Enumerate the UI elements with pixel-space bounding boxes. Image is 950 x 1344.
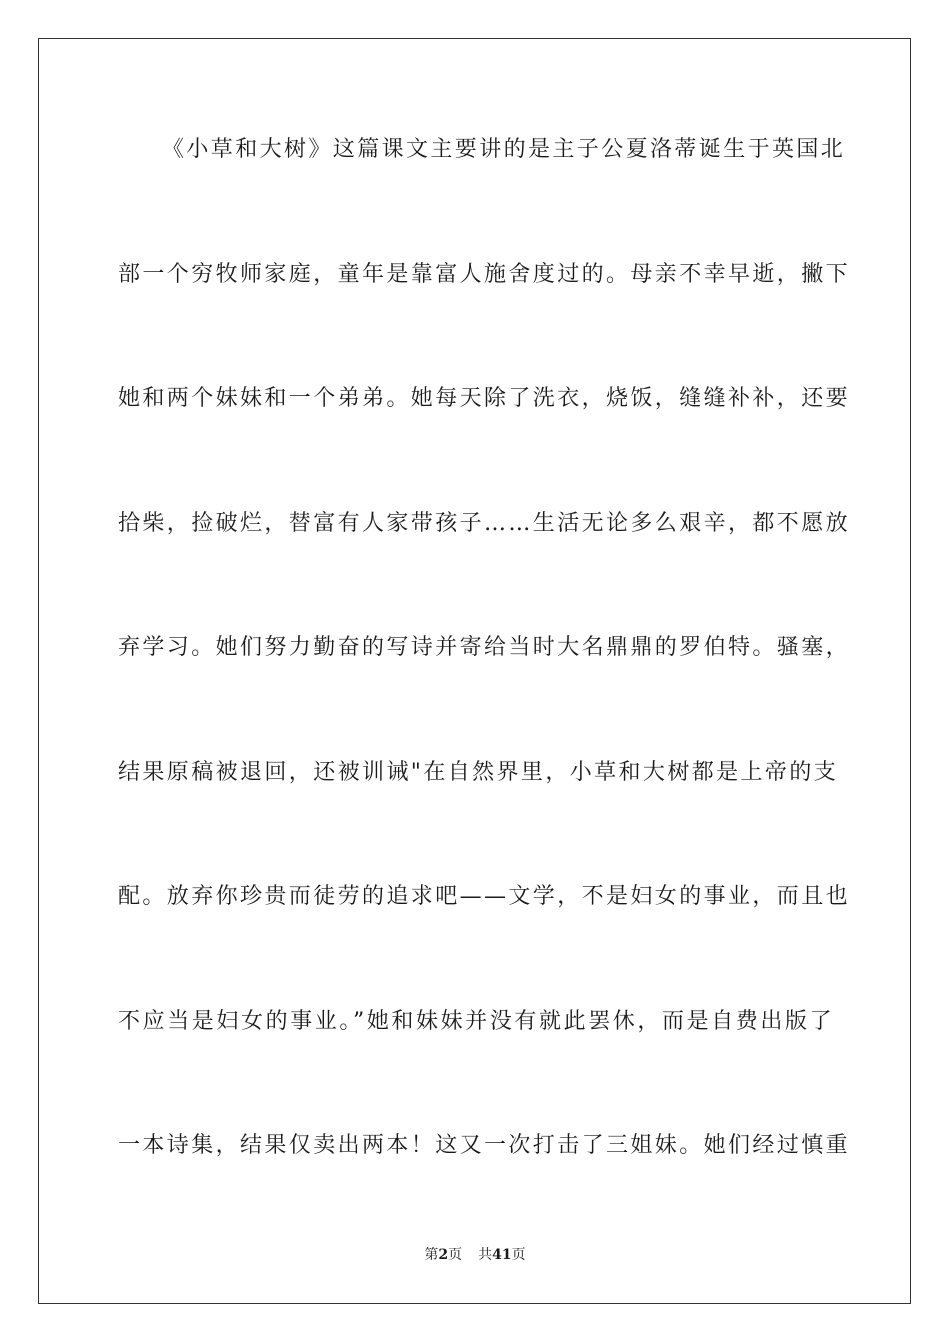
page-border [38, 38, 911, 1304]
body-text-line-9: 一本诗集，结果仅卖出两本！这又一次打击了三姐妹。她们经过慎重 [118, 1133, 851, 1158]
body-text-line-4: 拾柴，捡破烂，替富有人家带孩子……生活无论多么艰辛，都不愿放 [118, 511, 851, 536]
body-text-line-2: 部一个穷牧师家庭，童年是靠富人施舍度过的。母亲不幸早逝，撇下 [118, 262, 851, 287]
total-pages: 41 [492, 1247, 512, 1263]
body-text-line-7: 配。放弃你珍贵而徒劳的追求吧——文学，不是妇女的事业，而且也 [118, 884, 851, 909]
page-number: 2 [438, 1247, 449, 1263]
body-text-line-8: 不应当是妇女的事业。”她和妹妹并没有就此罢休，而是自费出版了 [118, 1009, 834, 1034]
body-text-line-5: 弃学习。她们努力勤奋的写诗并寄给当时大名鼎鼎的罗伯特。骚塞， [118, 635, 851, 660]
page-footer [0, 1245, 950, 1265]
body-text-line-3: 她和两个妹妹和一个弟弟。她每天除了洗衣，烧饭，缝缝补补，还要 [118, 386, 851, 411]
total-prefix: 共 [478, 1247, 493, 1263]
page-suffix: 页 [448, 1247, 463, 1263]
body-text-line-1: 《小草和大树》这篇课文主要讲的是主子公夏洛蒂诞生于英国北 [162, 137, 846, 162]
body-text-line-6: 结果原稿被退回，还被训诫"在自然界里，小草和大树都是上帝的支 [118, 760, 839, 785]
page-prefix: 第 [424, 1247, 439, 1263]
total-suffix: 页 [511, 1247, 526, 1263]
